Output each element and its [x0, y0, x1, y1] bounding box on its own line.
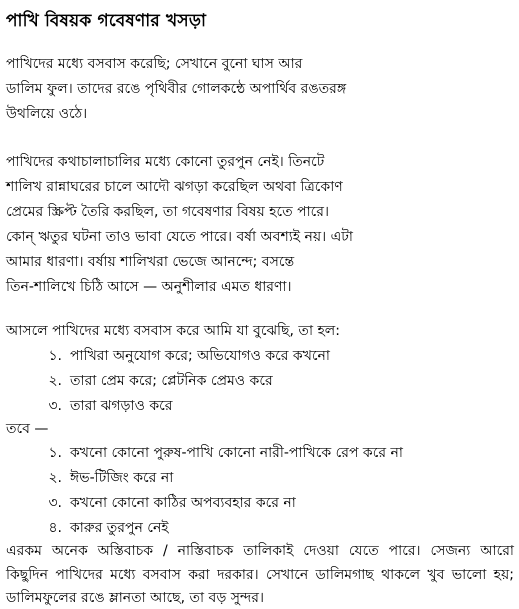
paragraph-2-line: আমার ধারণা। বর্ষায় শালিখরা ভেজে আনন্দে; বসন্তে [6, 254, 295, 270]
list-item [0, 494, 519, 512]
list-item [0, 444, 519, 462]
paragraph-2-line: শালিখ রান্নাঘরের চালে আদৌ ঝগড়া করেছিল অথবা ত্রিকোণ [6, 179, 343, 195]
list-text: ঈভ-টিজিং করে না [70, 470, 174, 486]
list-text: তারা ঝগড়াও করে [70, 398, 173, 414]
closing-line: কিছুদিন পাখিদের মধ্যে বসবাস করা দরকার। সেখানে ডালিমগাছ থাকলে খুব ভালো হয়; [6, 567, 514, 583]
paragraph-1-line: ডালিম ফুল। তাদের রঙে পৃথিবীর গোলকন্ঠে অপার্থিব রঙতরঙ্গ [6, 81, 347, 97]
list-item [0, 397, 519, 415]
list-item [0, 519, 519, 537]
list-number: ৩. [48, 495, 62, 511]
list-number: ১. [48, 348, 62, 364]
list-item [0, 347, 519, 365]
list-number: ২. [48, 373, 62, 389]
paragraph-1-line: উথলিয়ে ওঠে। [6, 106, 88, 122]
list-text: পাখিরা অনুযোগ করে; অভিযোগও করে কখনো [70, 348, 330, 364]
list-item [0, 372, 519, 390]
paragraph-2-line: প্রেমের স্ক্রিপ্ট তৈরি করছিল, তা গবেষণার বিষয় হতে পারে। [6, 204, 329, 220]
list-number: ৩. [48, 398, 62, 414]
document-title: পাখি বিষয়ক গবেষণার খসড়া [6, 11, 207, 31]
paragraph-3-intro: আসলে পাখিদের মধ্যে বসবাস করে আমি যা বুঝেছি, তা হল: [6, 323, 340, 339]
list-text: কখনো কোনো পুরুষ-পাখি কোনো নারী-পাখিকে রেপ করে না [70, 445, 403, 461]
list-number: ১. [48, 445, 62, 461]
list-number: ৪. [48, 520, 62, 536]
list-text: কারুর তুরপুন নেই [70, 520, 169, 536]
closing-line: ডালিমফুলের রঙে ম্লানতা আছে, তা বড় সুন্দর। [6, 590, 264, 606]
paragraph-1-line: পাখিদের মধ্যে বসবাস করেছি; সেখানে বুনো ঘাস আর [6, 56, 303, 72]
list-item [0, 469, 519, 487]
paragraph-2-line: কোন্ ঋতুর ঘটনা তাও ভাবা যেতে পারে। বর্ষা অবশ্যই নয়। এটা [6, 229, 353, 245]
list-number: ২. [48, 470, 62, 486]
paragraph-2-line: পাখিদের কথাচালাচালির মধ্যে কোনো তুরপুন নেই। তিনটে [6, 154, 325, 170]
paragraph-2-line: তিন-শালিখে চিঠি আসে — অনুশীলার এমত ধারণা। [6, 279, 292, 295]
closing-line: এরকম অনেক অস্তিবাচক / নাস্তিবাচক তালিকাই দেওয়া যেতে পারে। সেজন্য আরো [6, 543, 514, 559]
list-text: কখনো কোনো কাঠির অপব্যবহার করে না [70, 495, 296, 511]
then-label: তবে — [6, 421, 49, 437]
list-text: তারা প্রেম করে; প্লেটনিক প্রেমও করে [70, 373, 273, 389]
